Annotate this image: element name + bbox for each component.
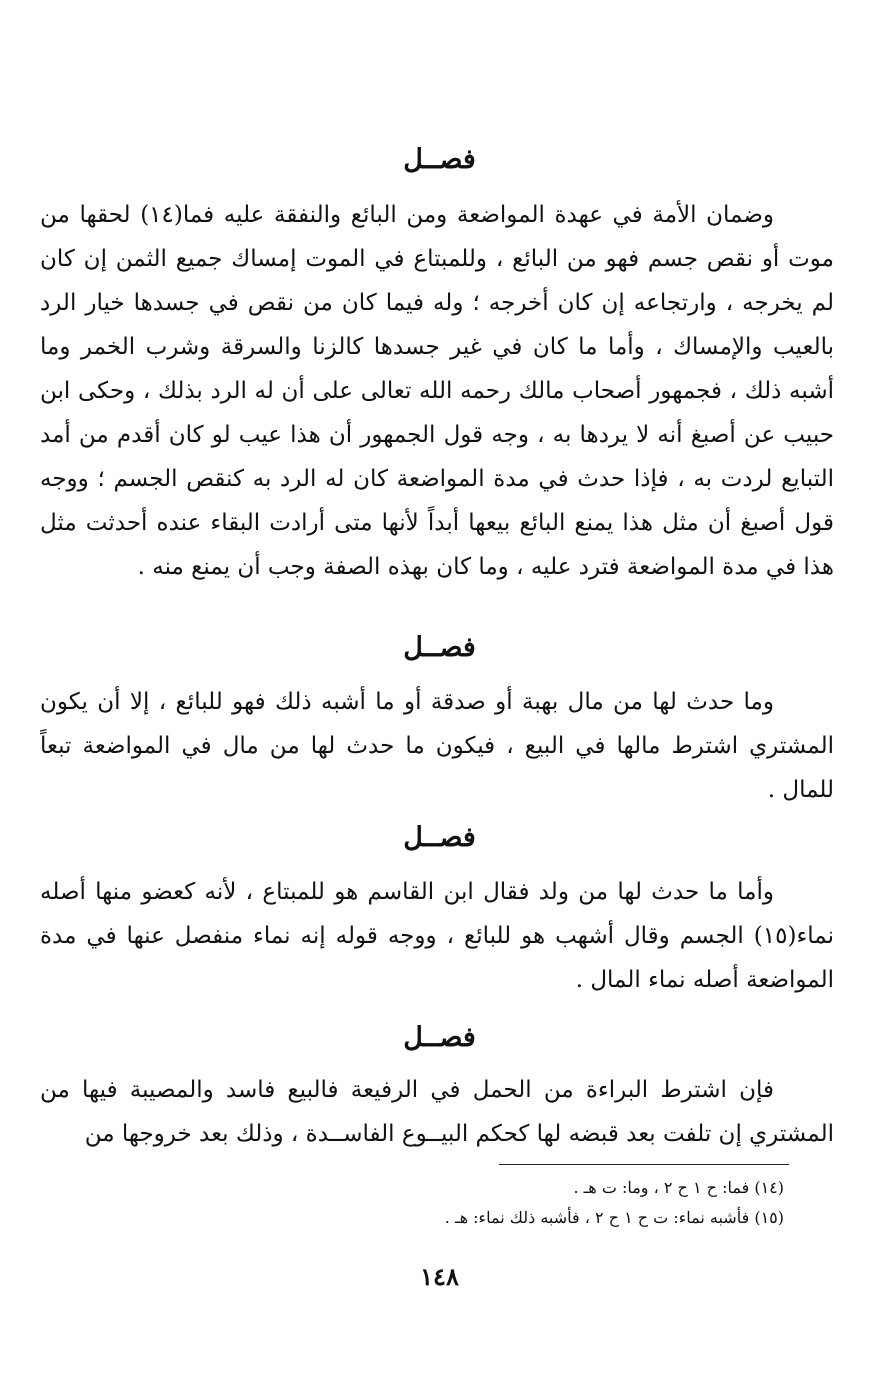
section-body-3: [40, 870, 834, 1002]
footnote-15: (١٥) فأشبه نماء: ت ح ١ ح ٢ ، فأشبه ذلك نماء: هـ .: [444, 1208, 784, 1227]
section-paragraph: فإن اشترط البراءة من الحمل في الرفيعة فالبيع فاسد والمصيبة فيها من المشتري إن تلفت بعد قبضه لها كحكم البيــوع الفاســدة ، وذلك بعد خروجها من: [40, 1077, 834, 1147]
section-heading-3: فصــل: [403, 822, 476, 853]
section-heading-2: فصــل: [403, 632, 476, 663]
footnote-14: (١٤) فما: ح ١ ح ٢ ، وما: ت هـ .: [573, 1178, 784, 1197]
footnotes: [300, 1173, 784, 1233]
section-body-2: [40, 680, 834, 812]
section-body-1: [40, 193, 834, 589]
footnote-divider: [499, 1164, 789, 1165]
section-paragraph: وما حدث لها من مال بهبة أو صدقة أو ما أشبه ذلك فهو للبائع ، إلا أن يكون المشتري اشترط مالها في البيع ، فيكون ما حدث لها من مال في المواضعة تبعاً للمال .: [40, 689, 834, 803]
section-paragraph: وأما ما حدث لها من ولد فقال ابن القاسم هو للمبتاع ، لأنه كعضو منها أصله نماء(١٥) الجسم وقال أشهب هو للبائع ، ووجه قوله إنه نماء منفصل عنها في مدة المواضعة أصله نماء المال .: [40, 879, 834, 993]
page-number: ١٤٨: [420, 1262, 459, 1291]
section-body-4: [40, 1068, 834, 1156]
section-heading-1: فصــل: [403, 144, 476, 175]
section-paragraph: وضمان الأمة في عهدة المواضعة ومن البائع والنفقة عليه فما(١٤) لحقها من موت أو نقص جسم فهو من البائع ، وللمبتاع في الموت إمساك جميع الثمن إن كان لم يخرجه ، وارتجاعه إن كان أخرجه ؛ وله فيما كان من نقص في جسدها خيار الرد بالعيب والإمساك ، وأما ما كان في غير جسدها كالزنا والسرقة وشرب الخمر وما أشبه ذلك ، فجمهور أصحاب مالك رحمه الله تعالى على أن له الرد بذلك ، وحكى ابن حبيب عن أصبغ أنه لا يردها به ، وجه قول الجمهور أن هذا عيب لو كان أقدم من أمد التبايع لردت به ، فإذا حدث في مدة المواضعة كان له الرد به كنقص الجسم ؛ ووجه قول أصبغ أن مثل هذا يمنع البائع بيعها أبداً لأنها متى أرادت البقاء عنده أحدثت مثل هذا في مدة المواضعة فترد عليه ، وما كان بهذه الصفة وجب أن يمنع منه .: [40, 202, 834, 580]
section-heading-4: فصــل: [403, 1022, 476, 1053]
